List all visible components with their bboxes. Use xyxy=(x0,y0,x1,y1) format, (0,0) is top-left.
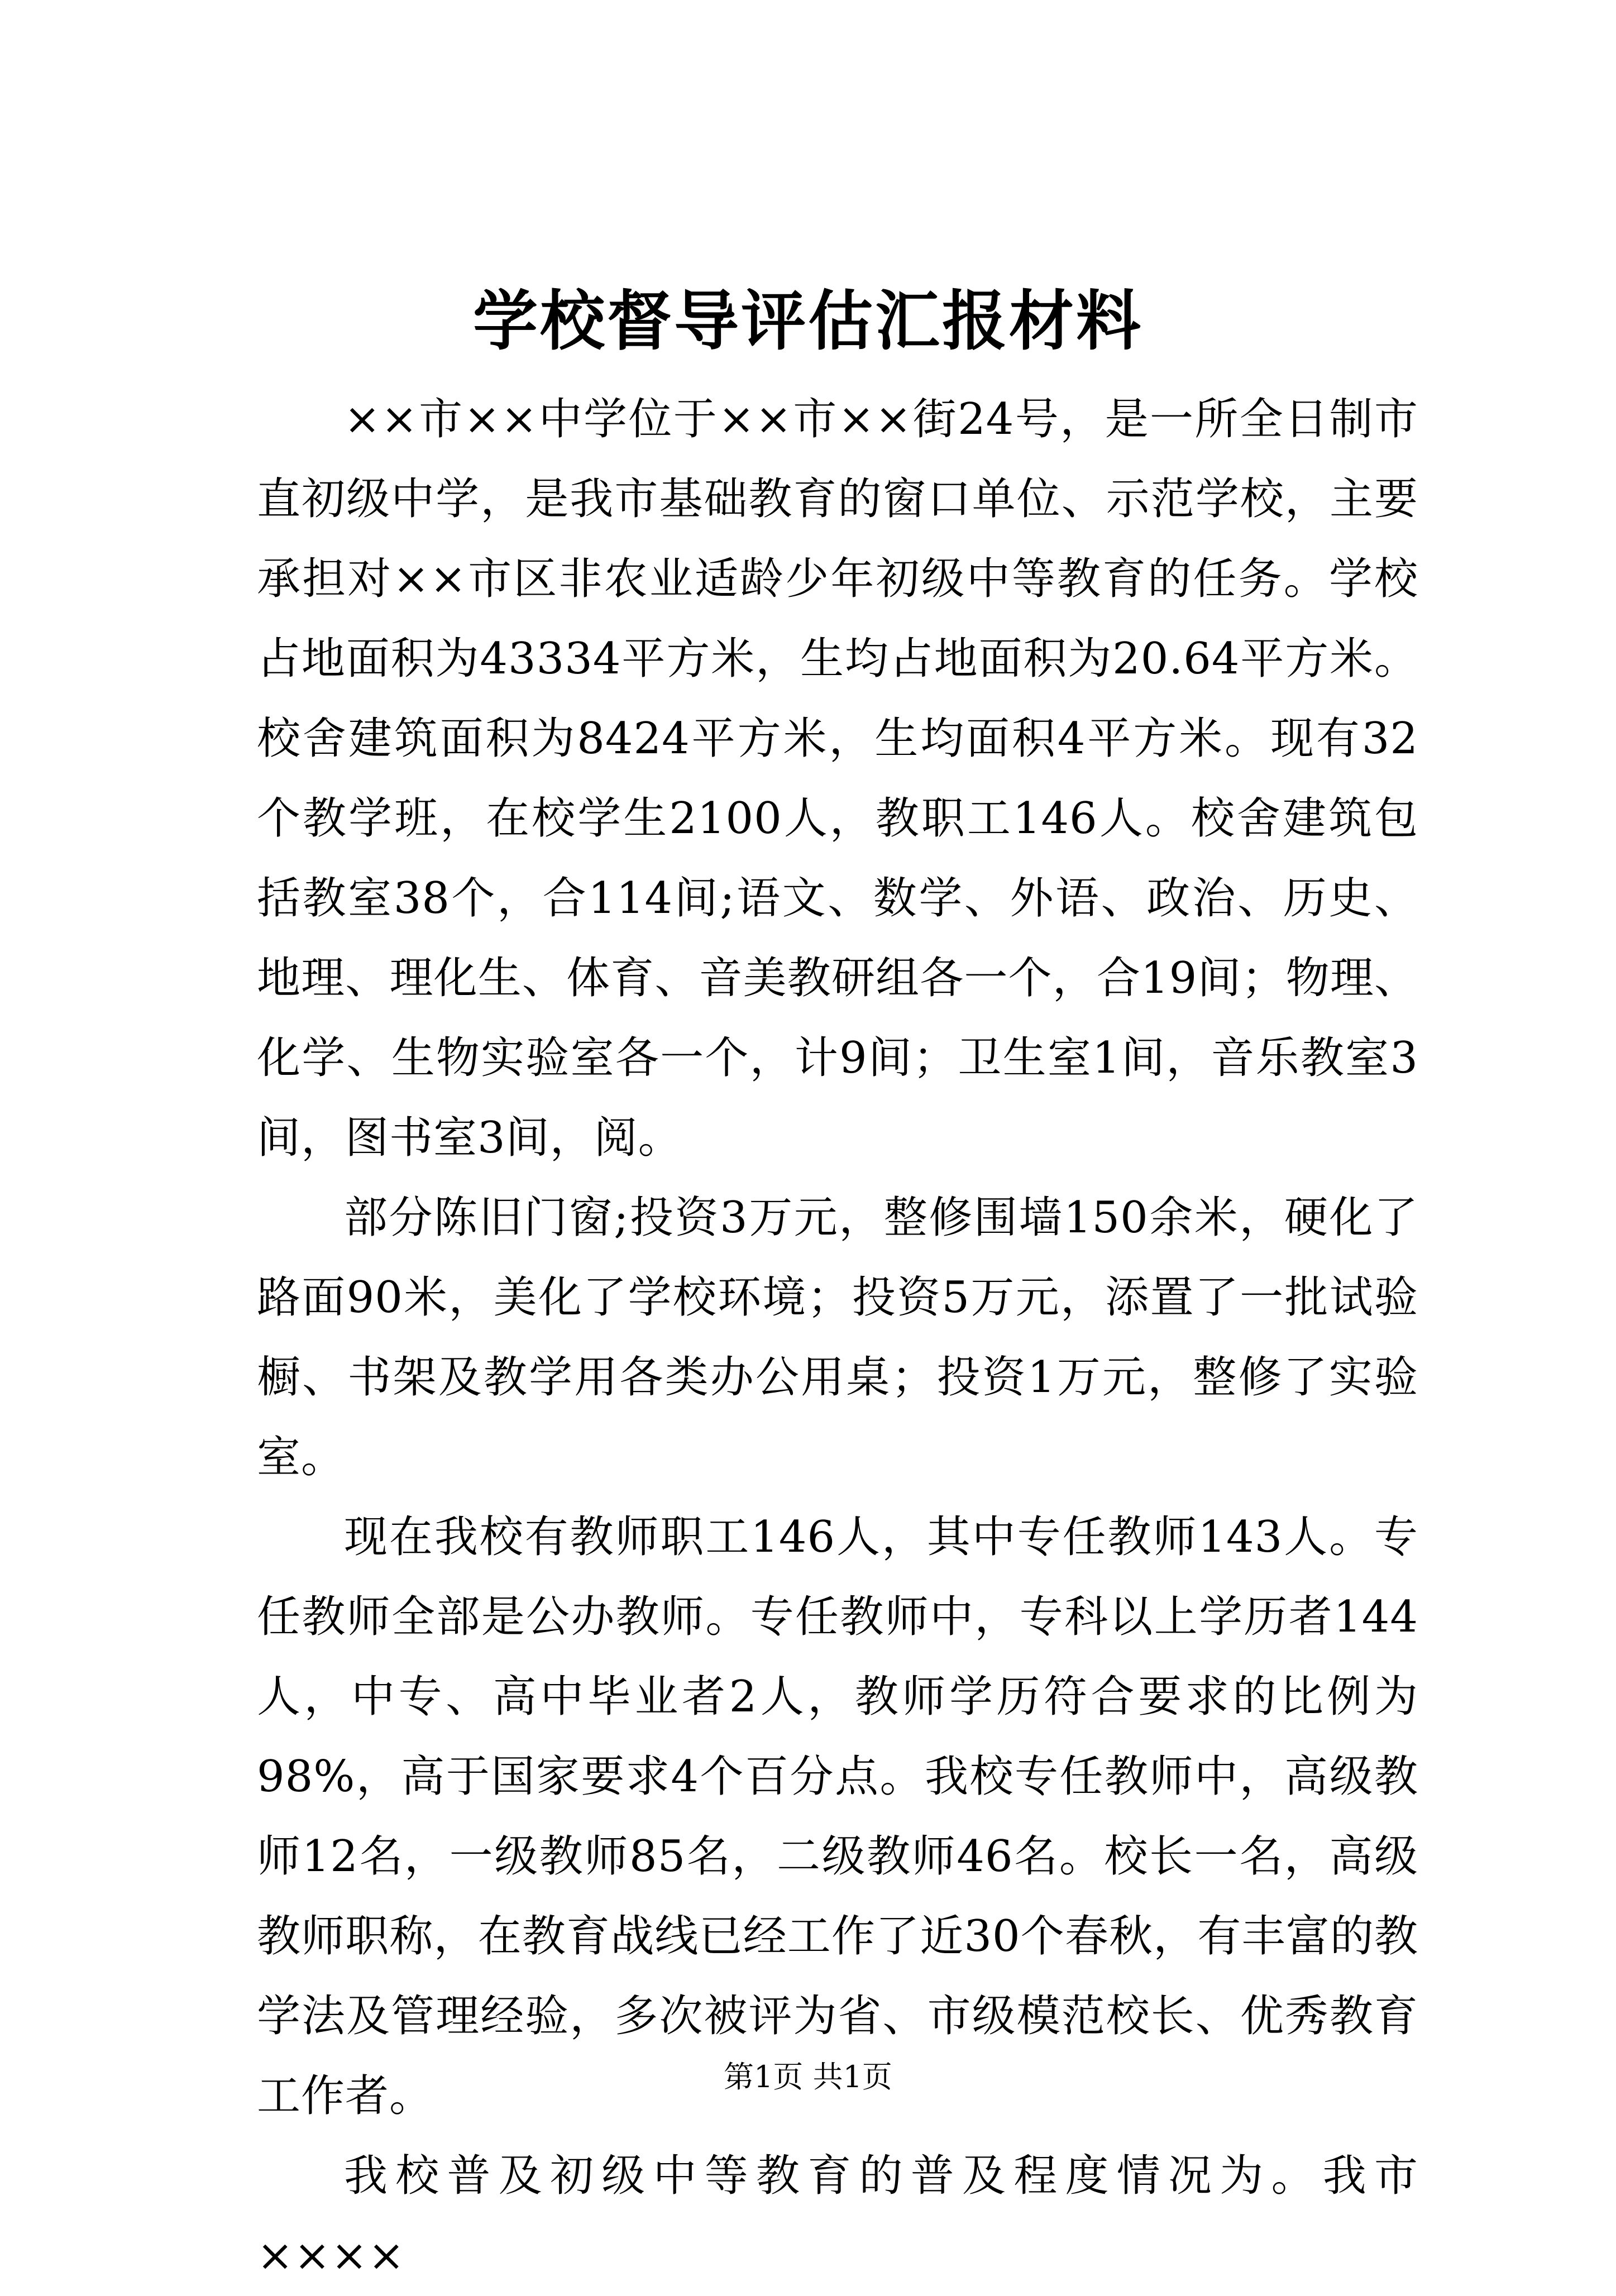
paragraph-4: 我校普及初级中等教育的普及程度情况为。我市×××× xyxy=(257,2151,1418,2281)
paragraph-2: 部分陈旧门窗;投资3万元，整修围墙150余米，硬化了路面90米，美化了学校环境；投资5万元，添置了一批试验橱、书架及教学用各类办公用桌；投资1万元，整修了实验室。 xyxy=(257,1193,1418,1482)
document-body xyxy=(257,380,1418,2296)
page-footer: 第1页 共1页 xyxy=(724,2059,892,2094)
document-title: 学校督导评估汇报材料 xyxy=(473,283,1143,359)
paragraph-3: 现在我校有教师职工146人，其中专任教师143人。专任教师全部是公办教师。专任教师中，专科以上学历者144人，中专、高中毕业者2人，教师学历符合要求的比例为98%，高于国家要求4个百分点。我校专任教师中，高级教师12名，一级教师85名，二级教师46名。校长一名，高级教师职称，在教育战线已经工作了近30个春秋，有丰富的教学法及管理经验，多次被评为省、市级模范校长、优秀教育工作者。 xyxy=(257,1512,1418,2121)
paragraph-1: ××市××中学位于××市××街24号，是一所全日制市直初级中学，是我市基础教育的窗口单位、示范学校，主要承担对××市区非农业适龄少年初级中等教育的任务。学校占地面积为43334平方米，生均占地面积为20.64平方米。校舍建筑面积为8424平方米，生均面积4平方米。现有32个教学班，在校学生2100人，教职工146人。校舍建筑包括教室38个，合114间;语文、数学、外语、政治、历史、地理、理化生、体育、音美教研组各一个，合19间；物理、化学、生物实验室各一个，计9间；卫生室1间，音乐教室3间，图书室3间，阅。 xyxy=(257,394,1418,1163)
